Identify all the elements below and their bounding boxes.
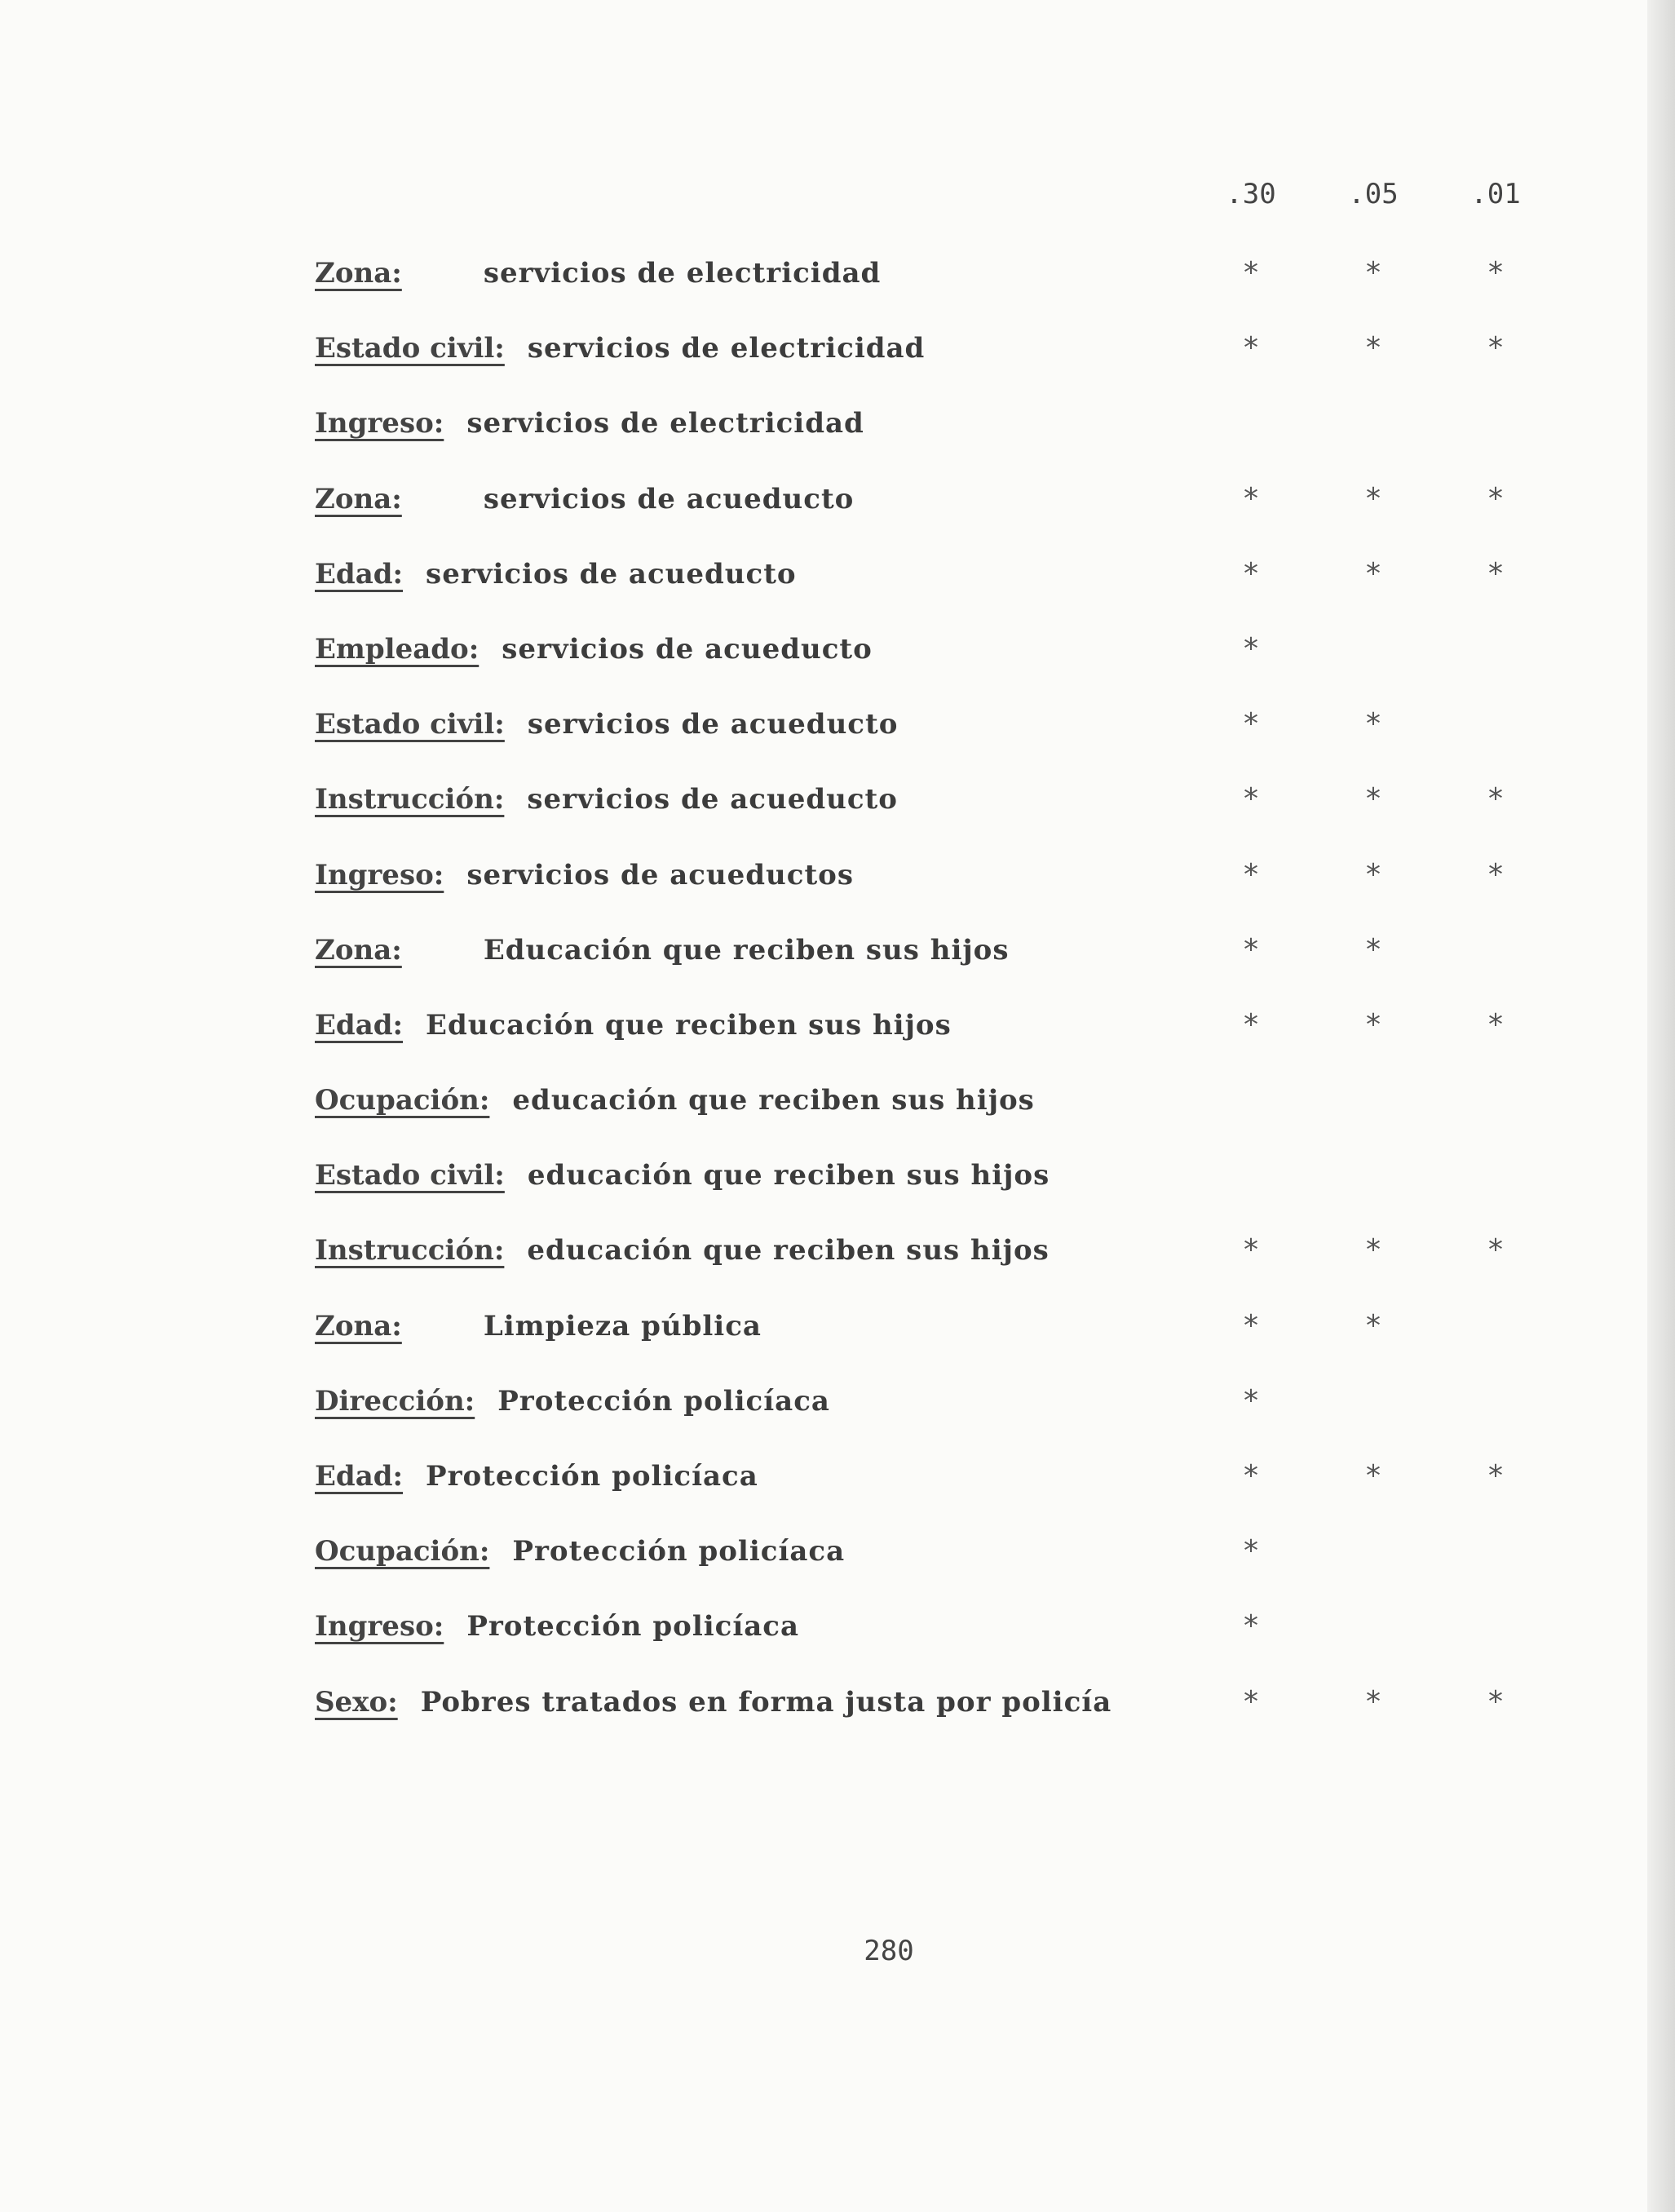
row-topic: Pobres tratados en forma justa por policía	[420, 1685, 1112, 1719]
row-topic: servicios de electricidad	[527, 332, 926, 365]
row-topic: Educación que reciben sus hijos	[426, 1008, 952, 1042]
table-row	[315, 328, 1571, 403]
mark-30: *	[1244, 331, 1258, 365]
row-topic: servicios de acueducto	[527, 708, 899, 741]
mark-01: *	[1488, 782, 1503, 816]
row-variable: Instrucción:	[315, 783, 505, 816]
table-row	[315, 1155, 1571, 1230]
mark-30: *	[1244, 481, 1258, 515]
row-topic: Protección policíaca	[426, 1460, 758, 1493]
table-row	[315, 1682, 1571, 1757]
mark-05: *	[1366, 707, 1381, 741]
table-row	[315, 479, 1571, 554]
mark-30: *	[1244, 1609, 1258, 1644]
column-header-01: .01	[1470, 178, 1521, 210]
row-variable: Dirección:	[315, 1384, 475, 1418]
table-row	[315, 253, 1571, 328]
mark-30: *	[1244, 932, 1258, 967]
row-topic: servicios de acueductos	[466, 858, 854, 891]
row-topic: educación que reciben sus hijos	[527, 1234, 1050, 1267]
mark-05: *	[1366, 857, 1381, 891]
mark-01: *	[1488, 256, 1503, 290]
mark-30: *	[1244, 1007, 1258, 1042]
table-row	[315, 554, 1571, 629]
significance-table	[315, 253, 1571, 1757]
table-row	[315, 1456, 1571, 1531]
mark-01: *	[1488, 1007, 1503, 1042]
row-topic: servicios de electricidad	[466, 407, 864, 440]
row-topic: servicios de acueducto	[483, 482, 855, 515]
mark-01: *	[1488, 857, 1503, 891]
table-row	[315, 1306, 1571, 1381]
mark-30: *	[1244, 782, 1258, 816]
mark-30: *	[1244, 631, 1258, 666]
table-row	[315, 704, 1571, 779]
row-variable: Ingreso:	[315, 858, 444, 891]
mark-05: *	[1366, 1684, 1381, 1719]
mark-05: *	[1366, 1308, 1381, 1343]
table-row	[315, 1005, 1571, 1080]
row-topic: servicios de acueducto	[502, 632, 873, 666]
table-row	[315, 629, 1571, 704]
row-topic: Educación que reciben sus hijos	[483, 933, 1010, 967]
table-row	[315, 1381, 1571, 1456]
table-row	[315, 1080, 1571, 1155]
mark-01: *	[1488, 331, 1503, 365]
mark-30: *	[1244, 1459, 1258, 1493]
mark-30: *	[1244, 1233, 1258, 1267]
mark-05: *	[1366, 331, 1381, 365]
row-variable: Zona:	[315, 257, 402, 290]
row-topic: Protección policíaca	[497, 1384, 830, 1418]
mark-30: *	[1244, 1534, 1258, 1568]
mark-05: *	[1366, 256, 1381, 290]
mark-30: *	[1244, 1383, 1258, 1418]
row-topic: servicios de acueducto	[527, 783, 898, 816]
mark-01: *	[1488, 556, 1503, 591]
row-topic: servicios de electricidad	[483, 257, 882, 290]
mark-05: *	[1366, 1007, 1381, 1042]
mark-01: *	[1488, 1459, 1503, 1493]
mark-05: *	[1366, 481, 1381, 515]
mark-05: *	[1366, 1233, 1381, 1267]
row-variable: Zona:	[315, 1309, 402, 1343]
mark-01: *	[1488, 1684, 1503, 1719]
row-variable: Zona:	[315, 482, 402, 515]
mark-30: *	[1244, 556, 1258, 591]
row-variable: Estado civil:	[315, 332, 505, 365]
row-variable: Estado civil:	[315, 1159, 505, 1192]
column-header-05: .05	[1348, 178, 1399, 210]
row-variable: Estado civil:	[315, 708, 505, 741]
row-variable: Ingreso:	[315, 1610, 444, 1644]
row-variable: Sexo:	[315, 1685, 398, 1719]
table-row	[315, 779, 1571, 854]
row-topic: educación que reciben sus hijos	[512, 1084, 1035, 1117]
mark-30: *	[1244, 1684, 1258, 1719]
table-row	[315, 930, 1571, 1005]
table-row	[315, 1606, 1571, 1681]
mark-05: *	[1366, 556, 1381, 591]
row-topic: servicios de acueducto	[426, 557, 797, 591]
mark-30: *	[1244, 1308, 1258, 1343]
row-variable: Instrucción:	[315, 1234, 505, 1267]
mark-30: *	[1244, 256, 1258, 290]
table-row	[315, 1230, 1571, 1305]
mark-05: *	[1366, 932, 1381, 967]
row-topic: Protección policíaca	[512, 1535, 846, 1568]
table-row	[315, 1531, 1571, 1606]
mark-30: *	[1244, 857, 1258, 891]
row-variable: Edad:	[315, 557, 404, 591]
row-variable: Ingreso:	[315, 407, 444, 440]
row-variable: Ocupación:	[315, 1084, 490, 1117]
row-variable: Edad:	[315, 1008, 404, 1042]
table-row	[315, 403, 1571, 478]
table-row	[315, 855, 1571, 930]
page-edge	[1647, 0, 1675, 2212]
row-variable: Edad:	[315, 1460, 404, 1493]
column-header-30: .30	[1226, 178, 1276, 210]
row-variable: Zona:	[315, 933, 402, 967]
mark-05: *	[1366, 1459, 1381, 1493]
row-variable: Empleado:	[315, 632, 480, 666]
page-number: 280	[864, 1935, 914, 1967]
mark-01: *	[1488, 481, 1503, 515]
mark-30: *	[1244, 707, 1258, 741]
mark-01: *	[1488, 1233, 1503, 1267]
row-topic: Protección policíaca	[466, 1610, 800, 1644]
row-variable: Ocupación:	[315, 1535, 490, 1568]
row-topic: educación que reciben sus hijos	[527, 1159, 1050, 1192]
mark-05: *	[1366, 782, 1381, 816]
row-topic: Limpieza pública	[483, 1309, 762, 1343]
